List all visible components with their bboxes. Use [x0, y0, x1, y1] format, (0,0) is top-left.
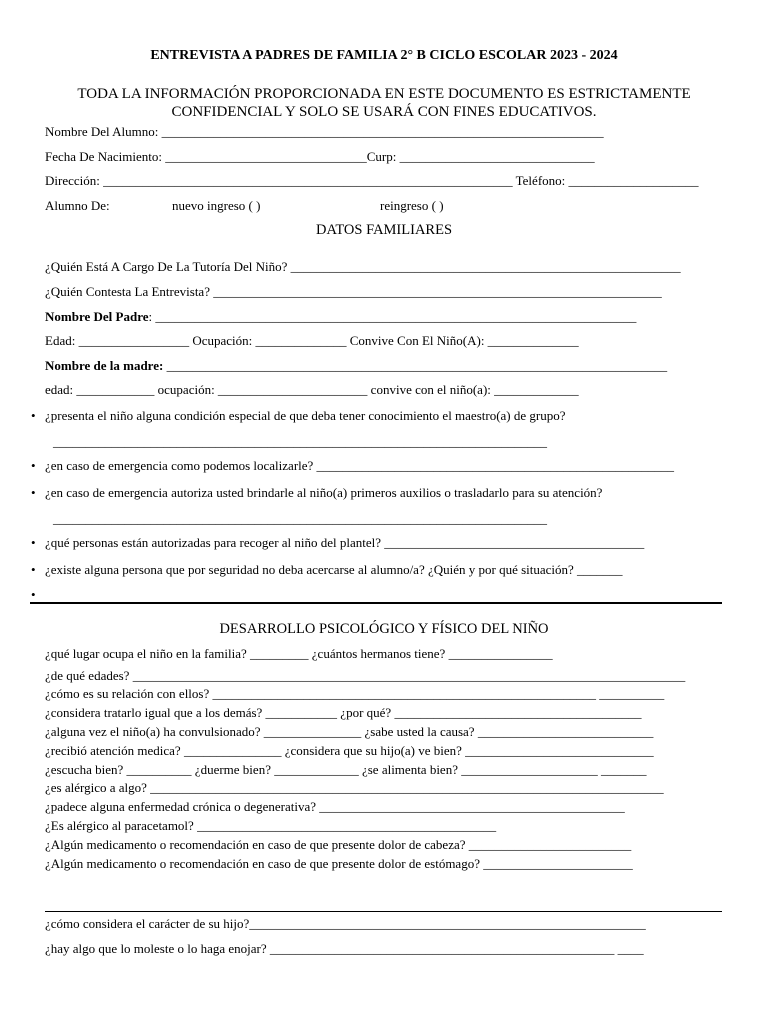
birthdate-curp-field[interactable]: Fecha De Nacimiento: _______________________________Curp: ______________________________ [45, 149, 595, 164]
first-aid-question: ¿en caso de emergencia autoriza usted brindarle al niño(a) primeros auxilios o trasladarlo para su atención? [45, 485, 603, 500]
annoyance-field[interactable]: ¿hay algo que lo moleste o lo haga enojar? _____________________________________________________ ____ [45, 941, 644, 956]
father-name-blank[interactable]: : __________________________________________________________________________ [148, 309, 637, 324]
restricted-person-field[interactable]: ¿existe alguna persona que por seguridad no deba acercarse al alumno/a? ¿Quién y por qué situación? _______ [45, 562, 623, 577]
student-type-label: Alumno De: [45, 198, 110, 213]
address-phone-field[interactable]: Dirección: _______________________________________________________________ Teléfono: ____________________ [45, 173, 699, 188]
bullet-marker: • [31, 535, 36, 550]
family-position-field[interactable]: ¿qué lugar ocupa el niño en la familia? _________ ¿cuántos hermanos tiene? ________________ [45, 646, 553, 661]
confidential-notice-line2: CONFIDENCIAL Y SOLO SE USARÁ CON FINES EDUCATIVOS. [171, 104, 597, 120]
family-data-heading: DATOS FAMILIARES [315, 222, 453, 238]
stomachache-medication-field[interactable]: ¿Algún medicamento o recomendación en caso de que presente dolor de estómago? _______________________ [45, 856, 633, 871]
interviewee-field[interactable]: ¿Quién Contesta La Entrevista? _____________________________________________________________________ [45, 284, 662, 299]
mother-name-blank[interactable]: _____________________________________________________________________________ [163, 358, 668, 373]
special-condition-answer-line[interactable]: ____________________________________________________________________________ [53, 434, 547, 449]
student-name-field[interactable]: Nombre Del Alumno: ____________________________________________________________________ [45, 124, 604, 139]
authorized-pickup-field[interactable]: ¿qué personas están autorizadas para recoger al niño del plantel? ________________________________________ [45, 535, 645, 550]
special-condition-question: ¿presenta el niño alguna condición especial de que deba tener conocimiento el maestro(a) de grupo? [45, 408, 566, 423]
returning-student-option[interactable]: reingreso ( ) [380, 198, 444, 213]
document-title: ENTREVISTA A PADRES DE FAMILIA 2° B CICLO ESCOLAR 2023 - 2024 [150, 48, 618, 63]
medical-vision-field[interactable]: ¿recibió atención medica? _______________ ¿considera que su hijo(a) ve bien? _____________________________ [45, 743, 654, 758]
chronic-disease-field[interactable]: ¿padece alguna enfermedad crónica o degenerativa? _______________________________________________ [45, 799, 625, 814]
siblings-ages-field[interactable]: ¿de qué edades? _____________________________________________________________________________________ [45, 668, 686, 683]
paracetamol-allergy-field[interactable]: ¿Es alérgico al paracetamol? ______________________________________________ [45, 818, 497, 833]
hearing-sleep-food-field[interactable]: ¿escucha bien? __________ ¿duerme bien? _____________ ¿se alimenta bien? _____________________ _______ [45, 762, 647, 777]
section-divider [30, 602, 722, 604]
character-field[interactable]: ¿cómo considera el carácter de su hijo?_____________________________________________________________ [45, 916, 646, 931]
bullet-marker: • [31, 458, 36, 473]
new-student-option[interactable]: nuevo ingreso ( ) [172, 198, 261, 213]
guardian-field[interactable]: ¿Quién Está A Cargo De La Tutoría Del Niño? ____________________________________________________________ [45, 259, 681, 274]
father-name-label: Nombre Del Padre [45, 309, 149, 324]
convulsions-field[interactable]: ¿alguna vez el niño(a) ha convulsionado? _______________ ¿sabe usted la causa? ___________________________ [45, 724, 654, 739]
mother-name-field[interactable] [45, 358, 667, 374]
mother-details-field[interactable]: edad: ____________ ocupación: _______________________ convive con el niño(a): _____________ [45, 382, 579, 397]
development-heading: DESARROLLO PSICOLÓGICO Y FÍSICO DEL NIÑO [219, 621, 549, 637]
bullet-marker: • [31, 562, 36, 577]
headache-medication-field[interactable]: ¿Algún medicamento o recomendación en caso de que presente dolor de cabeza? _________________________ [45, 837, 632, 852]
father-details-field[interactable]: Edad: _________________ Ocupación: ______________ Convive Con El Niño(A): ______________ [45, 333, 579, 348]
blank-answer-line[interactable] [45, 911, 722, 912]
confidential-notice-line1: TODA LA INFORMACIÓN PROPORCIONADA EN ESTE DOCUMENTO ES ESTRICTAMENTE [77, 86, 691, 102]
bullet-marker: • [31, 408, 36, 423]
mother-name-label: Nombre de la madre: [45, 358, 164, 373]
equal-treatment-field[interactable]: ¿considera tratarlo igual que a los demás? ___________ ¿por qué? ______________________________________ [45, 705, 642, 720]
allergies-field[interactable]: ¿es alérgico a algo? _______________________________________________________________________________ [45, 780, 664, 795]
bullet-marker: • [31, 485, 36, 500]
siblings-relation-field[interactable]: ¿cómo es su relación con ellos? ___________________________________________________________ __________ [45, 686, 665, 701]
father-name-field[interactable] [45, 309, 636, 325]
first-aid-answer-line[interactable]: ____________________________________________________________________________ [53, 511, 547, 526]
bullet-marker: • [31, 587, 36, 602]
emergency-contact-field[interactable]: ¿en caso de emergencia como podemos localizarle? _______________________________________________________ [45, 458, 675, 473]
